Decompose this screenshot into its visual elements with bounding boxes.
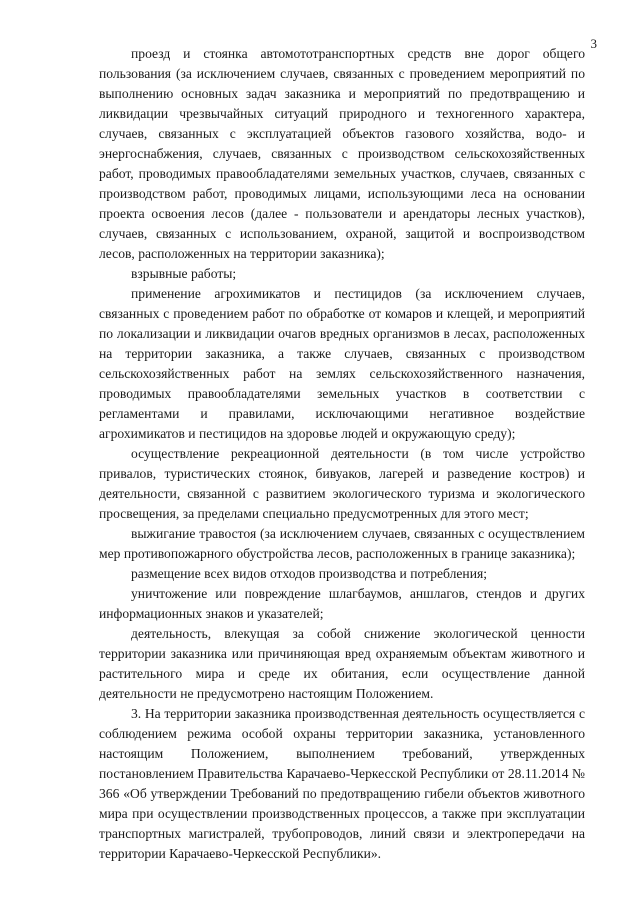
paragraph-recreation: осуществление рекреационной деятельности (в том числе устройство привалов, туристических стоянок, бивуаков, лагерей и разведение костров) и деятельности, связанной с развитием экологического туризма и экологического просвещения, за пределами специально предусмотренных для этого мест;	[99, 446, 585, 521]
paragraph-agrochemicals: применение агрохимикатов и пестицидов (за исключением случаев, связанных с проведением работ по обработке от комаров и клещей, и мероприятий по локализации и ликвидации очагов вредных организмов в лесах, расположенных на территории заказника, а также случаев, связанных с производством сельскохозяйственных работ на землях сельскохозяйственного назначения, проводимых правообладателями земельных участков в соответствии с регламентами и правилами, исключающими негативное воздействие агрохимикатов и пестицидов на здоровье людей и окружающую среду);	[99, 286, 585, 441]
paragraph-signs-damage: уничтожение или повреждение шлагбаумов, аншлагов, стендов и других информационных знаков и указателей;	[99, 586, 585, 621]
paragraph-grass-burning: выжигание травостоя (за исключением случаев, связанных с осуществлением мер противопожарного обустройства лесов, расположенных в границе заказника);	[99, 526, 585, 561]
page-number: 3	[590, 36, 597, 51]
paragraph-section-3: 3. На территории заказника производственная деятельность осуществляется с соблюдением режима особой охраны территории заказника, установленного настоящим Положением, выполнением требований, утвержденных постановлением Правительства Карачаево-Черкесской Республики от 28.11.2014 № 366 «Об утверждении Требований по предотвращению гибели объектов животного мира при осуществлении производственных процессов, а также при эксплуатации транспортных магистралей, трубопроводов, линий связи и электропередачи на территории Карачаево-Черкесской Республики».	[99, 706, 585, 861]
paragraph-blasting: взрывные работы;	[131, 266, 237, 281]
paragraph-waste: размещение всех видов отходов производства и потребления;	[131, 566, 487, 581]
document-body	[99, 44, 585, 864]
paragraph-harmful-activity: деятельность, влекущая за собой снижение экологической ценности территории заказника или причиняющая вред охраняемым объектам животного и растительного мира и среде их обитания, если осуществление данной деятельности не предусмотрено настоящим Положением.	[99, 626, 585, 701]
paragraph-vehicle-restrictions: проезд и стоянка автомототранспортных средств вне дорог общего пользования (за исключением случаев, связанных с проведением мероприятий по выполнению основных задач заказника и мероприятий по предотвращению и ликвидации чрезвычайных ситуаций природного и техногенного характера, случаев, связанных с эксплуатацией объектов газового хозяйства, водо- и энергоснабжения, случаев, связанных с производством сельскохозяйственных работ, проводимых правообладателями земельных участков, случаев, связанных с производством работ, проводимых лицами, использующими леса на основании проекта освоения лесов (далее - пользователи и арендаторы лесных участков), случаев, связанных с использованием, охраной, защитой и воспроизводством лесов, расположенных на территории заказника);	[99, 46, 585, 261]
